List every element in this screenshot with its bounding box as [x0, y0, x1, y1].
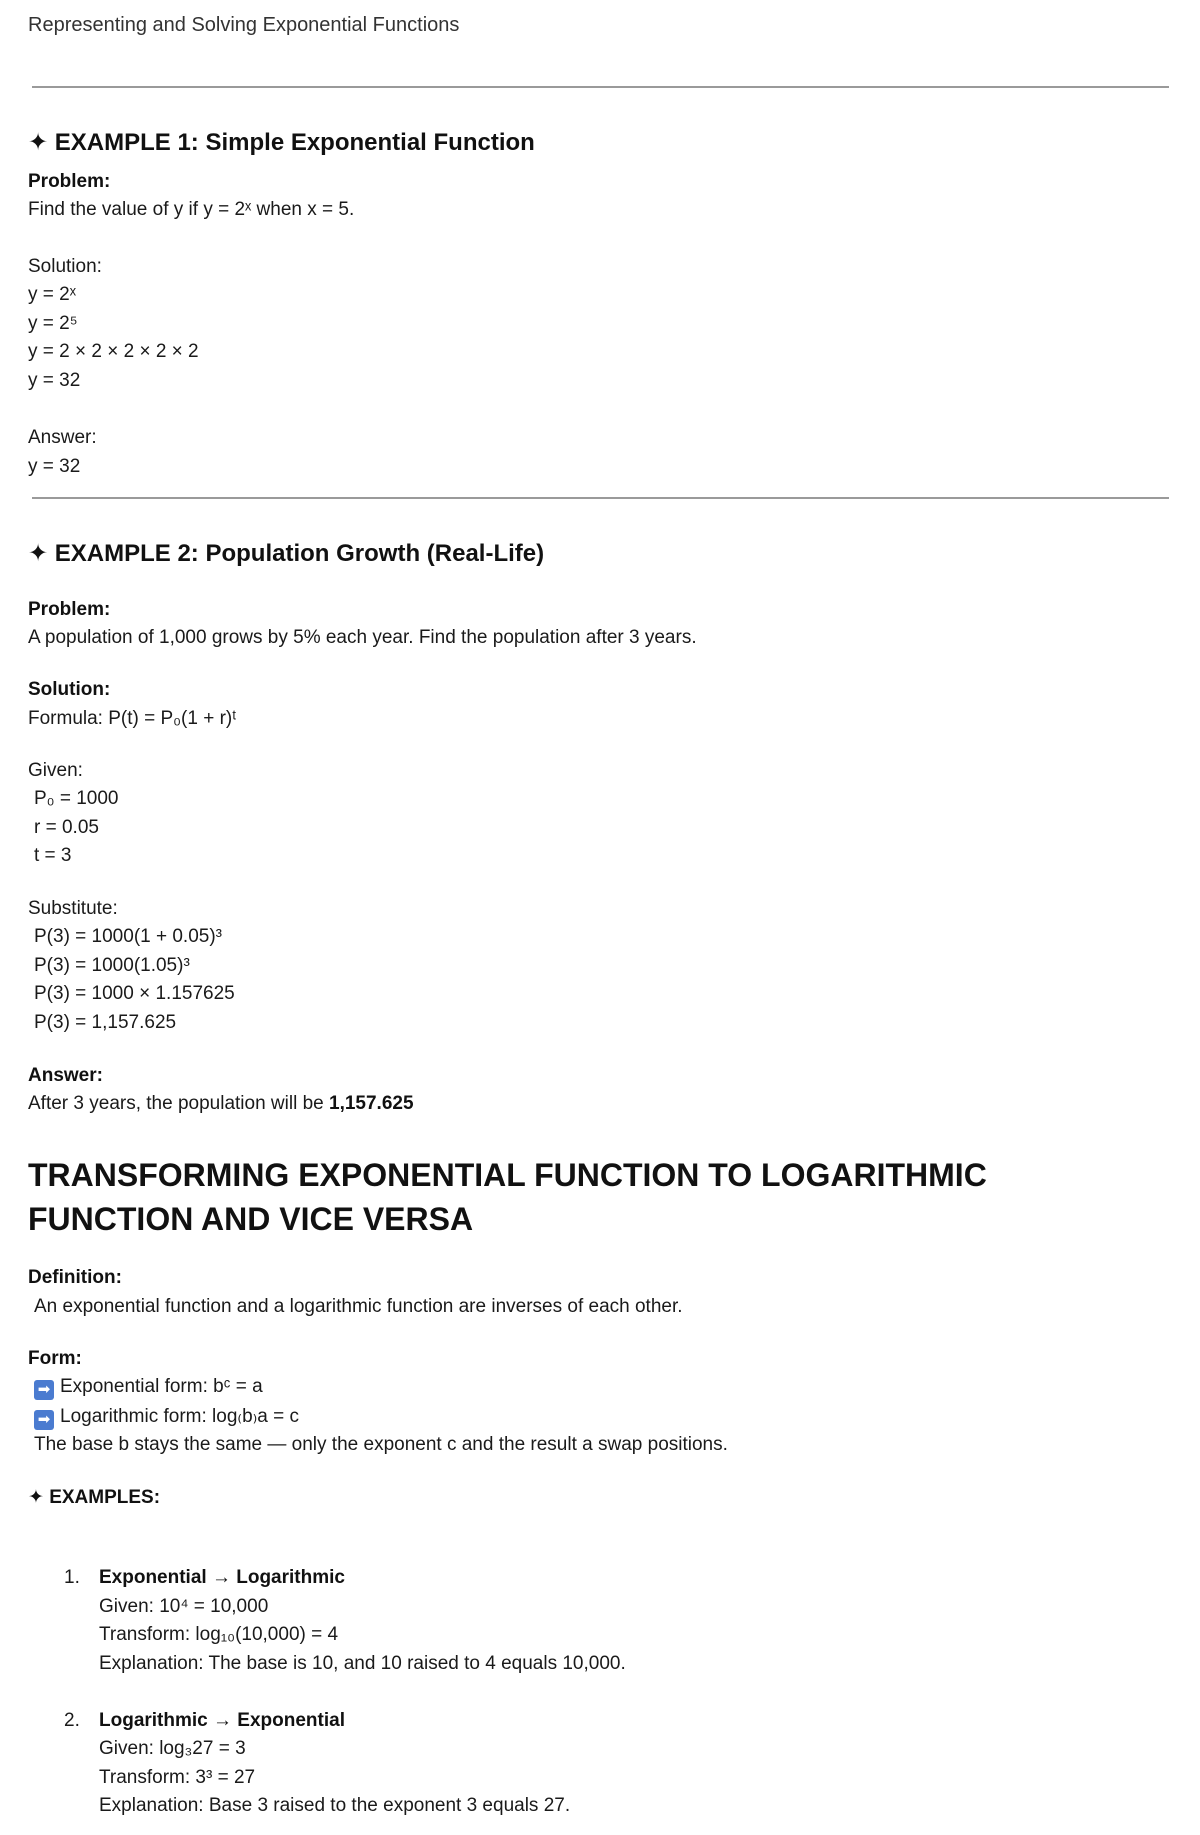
logarithmic-form-text: Logarithmic form: log₍b₎a = c	[60, 1406, 300, 1427]
list-item-explanation: Explanation: The base is 10, and 10 raised to 4 equals 10,000.	[99, 1653, 626, 1674]
example2-substitute-step: P(3) = 1000(1.05)³	[34, 955, 190, 976]
form-note: The base b stays the same — only the exponent c and the result a swap positions.	[34, 1434, 728, 1455]
document-title: Representing and Solving Exponential Functions	[28, 14, 460, 36]
example2-problem-label: Problem:	[28, 599, 111, 620]
transform-heading: TRANSFORMING EXPONENTIAL FUNCTION TO LOGARITHMIC FUNCTION AND VICE VERSA	[28, 1157, 987, 1237]
example1-answer-label: Answer:	[28, 427, 97, 448]
example2-answer-text	[28, 1093, 414, 1115]
divider	[32, 497, 1169, 499]
example2-given-item: r = 0.05	[34, 817, 99, 838]
example1-solution-label: Solution:	[28, 256, 102, 277]
list-item-title: Exponential → Logarithmic	[99, 1567, 345, 1588]
list-item-explanation: Explanation: Base 3 raised to the exponent 3 equals 27.	[99, 1795, 571, 1816]
example2-given-label: Given:	[28, 760, 83, 781]
logarithmic-form-line	[28, 1405, 299, 1430]
example2-substitute-label: Substitute:	[28, 898, 118, 919]
list-item-number: 1.	[64, 1567, 80, 1588]
example2-solution-label: Solution:	[28, 679, 111, 700]
arrow-right-icon: ➡	[34, 1380, 54, 1400]
list-item-title: Logarithmic → Exponential	[99, 1710, 345, 1731]
example2-heading: ✦ EXAMPLE 2: Population Growth (Real-Life)	[28, 540, 545, 567]
example1-heading: ✦ EXAMPLE 1: Simple Exponential Function	[28, 129, 535, 156]
example2-formula: Formula: P(t) = P₀(1 + r)ᵗ	[28, 708, 237, 729]
form-label: Form:	[28, 1348, 82, 1369]
example2-substitute-step: P(3) = 1000 × 1.157625	[34, 983, 235, 1004]
example2-given-item: t = 3	[34, 845, 72, 866]
exponential-form-text: Exponential form: bᶜ = a	[60, 1376, 263, 1397]
example1-step: y = 2ˣ	[28, 284, 76, 305]
list-item-given: Given: 10⁴ = 10,000	[99, 1596, 269, 1617]
example2-answer-prefix: After 3 years, the population will be	[28, 1093, 330, 1114]
example2-substitute-step: P(3) = 1000(1 + 0.05)³	[34, 926, 222, 947]
definition-label: Definition:	[28, 1267, 122, 1288]
example2-substitute-step: P(3) = 1,157.625	[34, 1012, 177, 1033]
list-item-number: 2.	[64, 1710, 80, 1731]
example1-answer-text: y = 32	[28, 456, 81, 477]
example2-answer-value: 1,157.625	[329, 1093, 414, 1114]
example1-step: y = 2⁵	[28, 313, 78, 334]
example1-step: y = 32	[28, 370, 81, 391]
example2-given-item: P₀ = 1000	[34, 788, 119, 809]
examples-label: ✦ EXAMPLES:	[28, 1487, 161, 1508]
example1-step: y = 2 × 2 × 2 × 2 × 2	[28, 341, 199, 362]
example2-answer-label: Answer:	[28, 1065, 103, 1086]
divider	[32, 86, 1169, 88]
example1-problem-text: Find the value of y if y = 2ˣ when x = 5.	[28, 199, 355, 220]
list-item-given: Given: log₃27 = 3	[99, 1738, 246, 1759]
arrow-right-icon: ➡	[34, 1410, 54, 1430]
example1-problem-label: Problem:	[28, 171, 111, 192]
list-item-transform: Transform: 3³ = 27	[99, 1767, 256, 1788]
exponential-form-line	[28, 1376, 263, 1400]
definition-text: An exponential function and a logarithmic function are inverses of each other.	[34, 1296, 683, 1317]
example2-problem-text: A population of 1,000 grows by 5% each year. Find the population after 3 years.	[28, 627, 697, 648]
list-item-transform: Transform: log₁₀(10,000) = 4	[99, 1624, 339, 1645]
